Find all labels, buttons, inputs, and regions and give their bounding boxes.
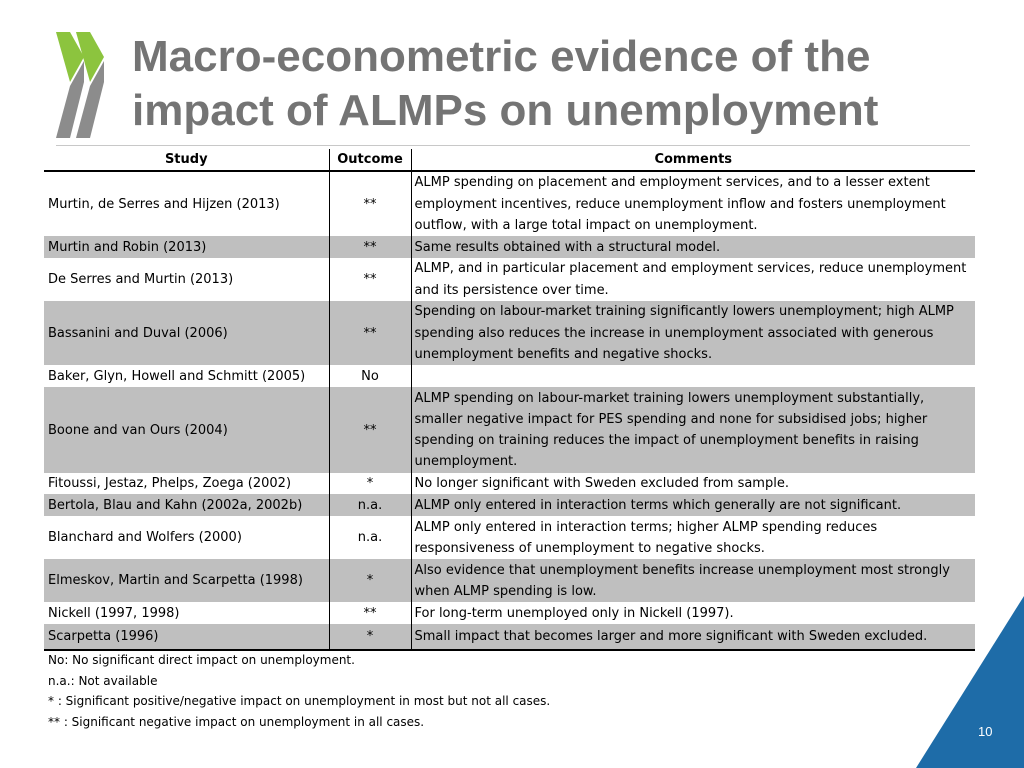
table-row [44, 387, 975, 473]
table-row [44, 236, 975, 258]
outcome-cell: ** [329, 171, 411, 236]
comment-cell: Spending on labour-market training significantly lowers unemployment; high ALMP spending also reduces the increase in unemployment associated with generous unemployment benefits and negative shocks. [411, 301, 975, 365]
study-cell: Nickell (1997, 1998) [48, 605, 180, 621]
comment-cell [411, 365, 975, 387]
blue-corner-triangle-icon [916, 596, 1024, 768]
outcome-cell: n.a. [329, 516, 411, 559]
study-cell: Blanchard and Wolfers (2000) [48, 530, 242, 546]
table-row [44, 494, 975, 516]
study-cell: Bertola, Blau and Kahn (2002a, 2002b) [44, 494, 329, 516]
outcome-cell: ** [329, 236, 411, 258]
note-single-star: * : Significant positive/negative impact on unemployment in most but not all cases. [48, 694, 551, 708]
study-cell: Bassanini and Duval (2006) [44, 301, 329, 365]
comment-cell: ALMP spending on placement and employment services, and to a lesser extent employment incentives, reduce unemployment inflow and fosters unemployment outflow, with a large total impact on unemployment. [414, 175, 946, 233]
study-cell: Boone and van Ours (2004) [44, 387, 329, 473]
comment-cell: No longer significant with Sweden excluded from sample. [414, 476, 789, 492]
study-cell: De Serres and Murtin (2013) [48, 272, 234, 288]
table-row [44, 559, 975, 602]
table-row [44, 624, 975, 650]
table-row [44, 602, 975, 624]
outcome-cell: ** [329, 602, 411, 624]
oecd-chevron-logo-icon [54, 30, 110, 140]
table-row [44, 365, 975, 387]
comment-cell: ALMP only entered in interaction terms which generally are not significant. [411, 494, 975, 516]
note-na: n.a.: Not available [48, 673, 158, 688]
study-cell: Baker, Glyn, Howell and Schmitt (2005) [48, 368, 306, 384]
outcome-cell: ** [329, 387, 411, 473]
slide-title: Macro-econometric evidence of the impact of ALMPs on unemployment [132, 32, 879, 135]
page-number: 10 [978, 724, 993, 739]
outcome-cell: ** [329, 258, 411, 301]
outcome-cell: * [329, 473, 411, 494]
study-cell: Elmeskov, Martin and Scarpetta (1998) [44, 559, 329, 602]
outcome-cell: ** [329, 301, 411, 365]
table-header-row [44, 149, 975, 171]
outcome-cell: No [329, 365, 411, 387]
column-header-comments: Comments [411, 149, 975, 171]
comment-cell: ALMP only entered in interaction terms; higher ALMP spending reduces responsiveness of unemployment to negative shocks. [414, 519, 878, 556]
outcome-cell: * [329, 624, 411, 650]
study-cell: Murtin, de Serres and Hijzen (2013) [48, 196, 280, 212]
outcome-cell: n.a. [329, 494, 411, 516]
comment-cell: ALMP, and in particular placement and employment services, reduce unemployment and its persistence over time. [414, 261, 967, 298]
table-row [44, 473, 975, 494]
table-row [44, 171, 975, 236]
comment-cell: Same results obtained with a structural model. [411, 236, 975, 258]
table-notes [48, 650, 550, 732]
comment-cell: Small impact that becomes larger and more significant with Sweden excluded. [411, 624, 975, 650]
almp-studies-table [44, 149, 975, 651]
table-row [44, 258, 975, 301]
table-row [44, 301, 975, 365]
comment-cell: ALMP spending on labour-market training lowers unemployment substantially, smaller negative impact for PES spending and none for subsidised jobs; higher spending on training reduces the impact of unemployment benefits in raising unemployment. [411, 387, 975, 473]
outcome-cell: * [329, 559, 411, 602]
study-cell: Fitoussi, Jestaz, Phelps, Zoega (2002) [48, 476, 292, 492]
note-no: No: No significant direct impact on unemployment. [48, 653, 355, 667]
title-divider [56, 145, 970, 146]
study-cell: Scarpetta (1996) [44, 624, 329, 650]
comment-cell: For long-term unemployed only in Nickell (1997). [414, 605, 734, 621]
comment-cell: Also evidence that unemployment benefits increase unemployment most strongly when ALMP spending is low. [411, 559, 975, 602]
column-header-study: Study [44, 149, 329, 171]
table-row [44, 516, 975, 559]
study-cell: Murtin and Robin (2013) [44, 236, 329, 258]
note-double-star: ** : Significant negative impact on unemployment in all cases. [48, 714, 425, 729]
column-header-outcome: Outcome [329, 149, 411, 171]
